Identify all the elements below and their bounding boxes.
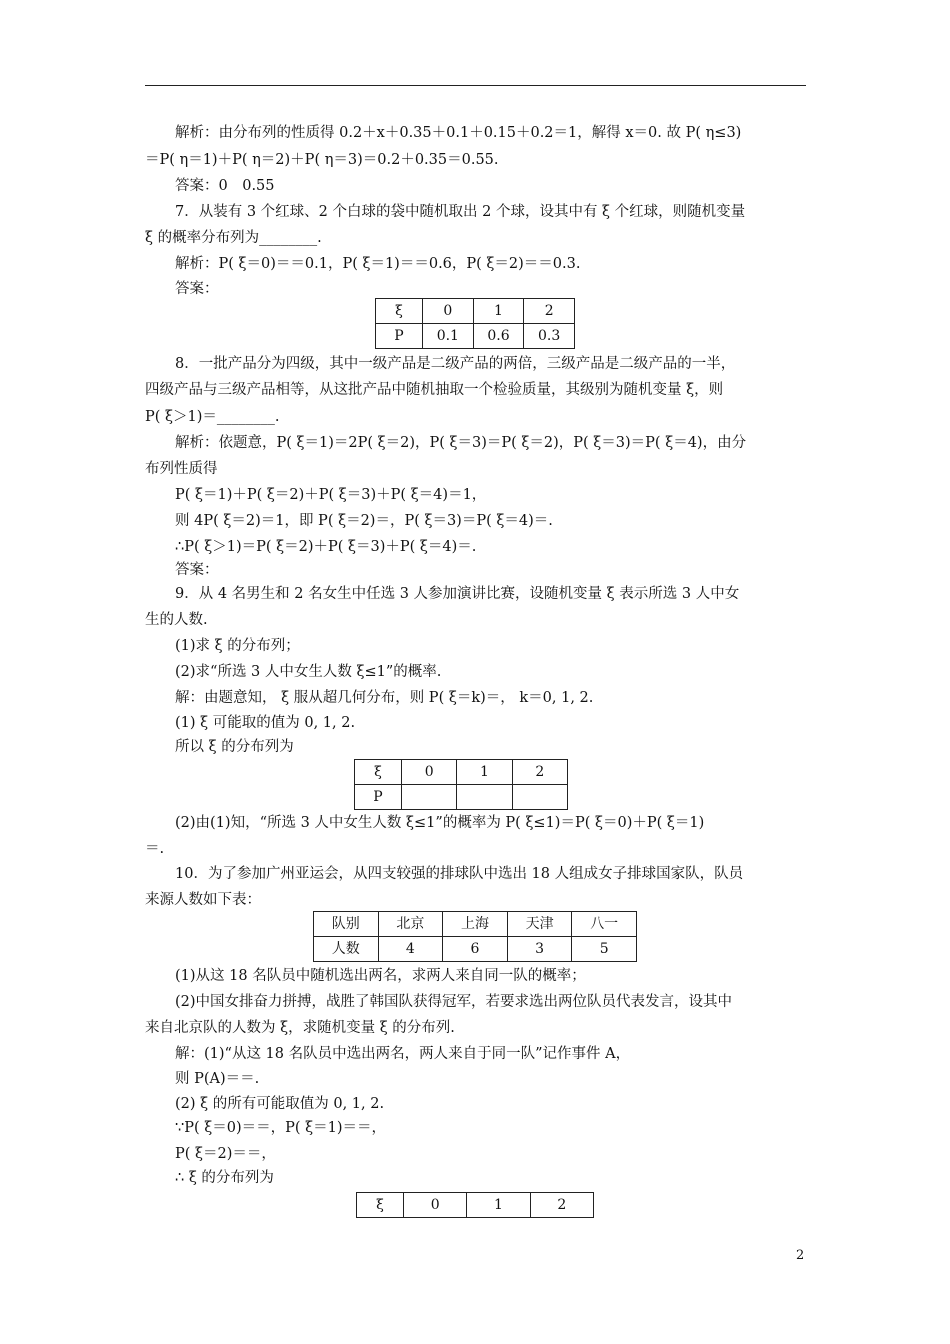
table-cell: 3 xyxy=(507,937,572,962)
text-line: 解：(1)“从这 18 名队员中选出两名，两人来自于同一队”记作事件 A， xyxy=(175,1046,631,1062)
table-cell: P xyxy=(355,785,402,810)
table-cell: 八一 xyxy=(572,912,637,937)
table-10 xyxy=(313,911,637,962)
text-line: 布列性质得 xyxy=(145,461,218,477)
table-cell: 2 xyxy=(530,1193,593,1218)
text-line: 答案： xyxy=(175,281,219,297)
table-cell: ξ xyxy=(357,1193,404,1218)
text-line: (2)求“所选 3 人中女生人数 ξ≤1”的概率. xyxy=(175,664,442,680)
table-cell: 天津 xyxy=(507,912,572,937)
text-line: 答案：0 0.55 xyxy=(175,178,275,194)
table-cell xyxy=(402,785,457,810)
table-cell: ξ xyxy=(355,760,402,785)
text-line: ∴P( ξ＞1)＝P( ξ＝2)＋P( ξ＝3)＋P( ξ＝4)＝. xyxy=(175,539,477,555)
table-cell xyxy=(457,785,512,810)
text-line: ξ 的概率分布列为________. xyxy=(145,230,322,246)
table-cell: 6 xyxy=(443,937,508,962)
table-cell: 1 xyxy=(467,1193,530,1218)
text-line: (2) ξ 的所有可能取值为 0, 1, 2. xyxy=(175,1096,385,1112)
table-7 xyxy=(375,298,575,349)
text-line: 解：由题意知， ξ 服从超几何分布，则 P( ξ＝k)＝， k＝0, 1, 2. xyxy=(175,690,594,706)
table-cell: 队别 xyxy=(314,912,379,937)
table-cell: 人数 xyxy=(314,937,379,962)
header-rule xyxy=(145,85,806,86)
table-cell: 4 xyxy=(378,937,443,962)
text-line: 解析：依题意，P( ξ＝1)＝2P( ξ＝2)，P( ξ＝3)＝P( ξ＝2)，P( ξ＝3)＝P( ξ＝4)，由分 xyxy=(175,435,747,451)
table-cell: 0.1 xyxy=(423,324,474,349)
text-line: ∴ ξ 的分布列为 xyxy=(175,1170,274,1186)
text-line: 8．一批产品分为四级，其中一级产品是二级产品的两倍，三级产品是二级产品的一半， xyxy=(175,356,736,372)
text-line: (2)由(1)知，“所选 3 人中女生人数 ξ≤1”的概率为 P( ξ≤1)＝P( ξ＝0)＋P( ξ＝1) xyxy=(175,815,705,831)
table-cell: P xyxy=(376,324,423,349)
text-line: P( ξ＝1)＋P( ξ＝2)＋P( ξ＝3)＋P( ξ＝4)＝1， xyxy=(175,487,487,503)
text-line: 所以 ξ 的分布列为 xyxy=(175,739,294,755)
text-line: (1) ξ 可能取的值为 0, 1, 2. xyxy=(175,715,356,731)
text-line: ＝. xyxy=(145,841,165,857)
text-line: P( ξ＞1)＝________. xyxy=(145,409,280,425)
text-line: (1)从这 18 名队员中随机选出两名，求两人来自同一队的概率； xyxy=(175,968,586,984)
text-line: 9．从 4 名男生和 2 名女生中任选 3 人参加演讲比赛，设随机变量 ξ 表示所选 3 人中女 xyxy=(175,586,740,602)
table-cell: 5 xyxy=(572,937,637,962)
page-number: 2 xyxy=(796,1248,805,1263)
text-line: 答案： xyxy=(175,562,219,578)
text-line: 解析：P( ξ＝0)＝＝0.1，P( ξ＝1)＝＝0.6，P( ξ＝2)＝＝0.3. xyxy=(175,256,581,272)
text-line: (2)中国女排奋力拼搏，战胜了韩国队获得冠军，若要求选出两位队员代表发言，设其中 xyxy=(175,994,733,1010)
text-line: 则 4P( ξ＝2)＝1，即 P( ξ＝2)＝，P( ξ＝3)＝P( ξ＝4)＝. xyxy=(175,513,553,529)
table-cell: 0.3 xyxy=(524,324,575,349)
text-line: 解析：由分布列的性质得 0.2＋x＋0.35＋0.1＋0.15＋0.2＝1，解得 x＝0. 故 P( η≤3) xyxy=(175,125,742,141)
table-cell: 2 xyxy=(512,760,567,785)
table-cell: 0 xyxy=(423,299,474,324)
table-9 xyxy=(354,759,568,810)
text-line: 则 P(A)＝＝. xyxy=(175,1071,260,1087)
table-10-distribution xyxy=(356,1192,594,1218)
text-line: 生的人数. xyxy=(145,612,208,628)
table-cell: 0.6 xyxy=(473,324,524,349)
table-cell: 2 xyxy=(524,299,575,324)
table-cell: 北京 xyxy=(378,912,443,937)
text-line: 10．为了参加广州亚运会，从四支较强的排球队中选出 18 人组成女子排球国家队，队员 xyxy=(175,866,744,882)
table-cell: 1 xyxy=(457,760,512,785)
table-cell: 0 xyxy=(402,760,457,785)
table-cell: ξ xyxy=(376,299,423,324)
text-line: P( ξ＝2)＝＝， xyxy=(175,1146,276,1162)
text-line: 四级产品与三级产品相等，从这批产品中随机抽取一个检验质量，其级别为随机变量 ξ，则 xyxy=(145,382,724,398)
text-line: 7．从装有 3 个红球、2 个白球的袋中随机取出 2 个球，设其中有 ξ 个红球，则随机变量 xyxy=(175,204,746,220)
text-line: 来源人数如下表： xyxy=(145,892,261,908)
table-cell: 1 xyxy=(473,299,524,324)
table-cell: 0 xyxy=(404,1193,467,1218)
text-line: ∵P( ξ＝0)＝＝，P( ξ＝1)＝＝， xyxy=(175,1120,387,1136)
text-line: ＝P( η＝1)＋P( η＝2)＋P( η＝3)＝0.2＋0.35＝0.55. xyxy=(145,152,499,168)
text-line: 来自北京队的人数为 ξ，求随机变量 ξ 的分布列. xyxy=(145,1020,455,1036)
table-cell xyxy=(512,785,567,810)
table-cell: 上海 xyxy=(443,912,508,937)
text-line: (1)求 ξ 的分布列； xyxy=(175,638,300,654)
